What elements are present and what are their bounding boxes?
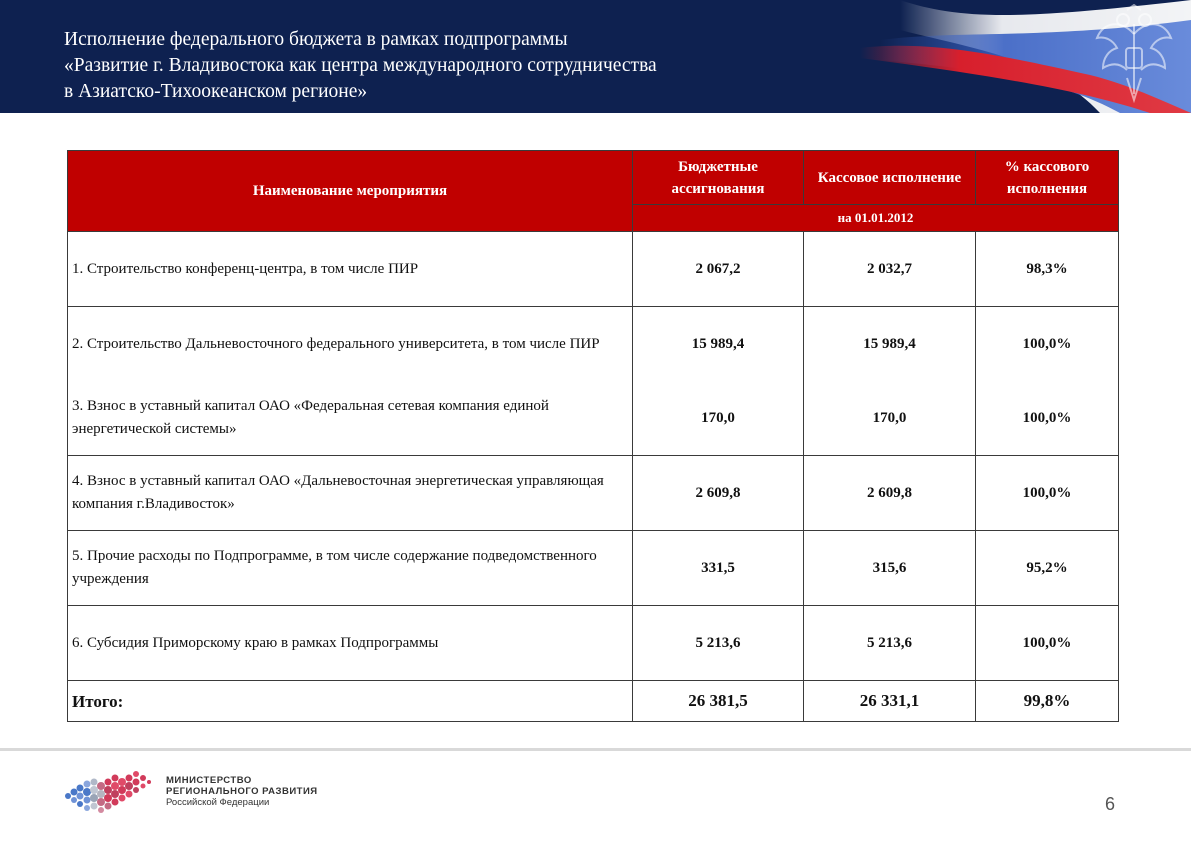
total-row [68,681,1119,722]
column-header-name: Наименование мероприятия [68,151,633,232]
slide-title [64,27,884,105]
table-row [68,307,1119,382]
table-row [68,456,1119,531]
slide-header [0,0,1191,113]
row-name: 2. Строительство Дальневосточного федерального университета, в том числе ПИР [68,307,633,382]
row-percent: 100,0% [976,307,1119,382]
title-line-2: «Развитие г. Владивостока как центра международного сотрудничества [64,55,657,76]
total-label: Итого: [68,681,633,722]
column-header-percent: % кассового исполнения [976,151,1119,205]
row-allocations: 170,0 [633,381,804,456]
row-cash: 15 989,4 [804,307,976,382]
row-cash: 2 609,8 [804,456,976,531]
row-allocations: 5 213,6 [633,606,804,681]
row-name: 5. Прочие расходы по Подпрограмме, в том числе содержание подведомственного учреждения [68,531,633,606]
row-name: 3. Взнос в уставный капитал ОАО «Федеральная сетевая компания единой энергетической системы» [68,381,633,456]
ministry-logo-icon [62,768,154,816]
table-row [68,232,1119,307]
ministry-name [166,775,318,808]
total-percent: 99,8% [976,681,1119,722]
row-allocations: 2 609,8 [633,456,804,531]
row-cash: 2 032,7 [804,232,976,307]
row-name: 6. Субсидия Приморскому краю в рамках Подпрограммы [68,606,633,681]
title-line-3: в Азиатско-Тихоокеанском регионе» [64,81,368,102]
coat-of-arms-icon [1091,4,1177,108]
row-percent: 98,3% [976,232,1119,307]
row-allocations: 2 067,2 [633,232,804,307]
ministry-line-1: МИНИСТЕРСТВО [166,775,252,786]
table-row [68,531,1119,606]
column-header-allocations: Бюджетные ассигнования [633,151,804,205]
total-cash: 26 331,1 [804,681,976,722]
ministry-line-2: РЕГИОНАЛЬНОГО РАЗВИТИЯ [166,786,318,797]
table-row [68,381,1119,456]
row-percent: 100,0% [976,606,1119,681]
budget-execution-table [67,150,1119,722]
page-number: 6 [1105,794,1116,814]
row-name: 1. Строительство конференц-центра, в том числе ПИР [68,232,633,307]
footer-divider [0,748,1191,751]
row-percent: 100,0% [976,381,1119,456]
row-cash: 5 213,6 [804,606,976,681]
row-name: 4. Взнос в уставный капитал ОАО «Дальневосточная энергетическая управляющая компания г.Владивосток» [68,456,633,531]
total-allocations: 26 381,5 [633,681,804,722]
row-allocations: 15 989,4 [633,307,804,382]
column-header-cash: Кассовое исполнение [804,151,976,205]
table-row [68,606,1119,681]
row-percent: 95,2% [976,531,1119,606]
ministry-line-3: Российской Федерации [166,797,270,808]
title-line-1: Исполнение федерального бюджета в рамках подпрограммы [64,29,568,50]
date-header: на 01.01.2012 [633,205,1119,232]
row-cash: 170,0 [804,381,976,456]
row-cash: 315,6 [804,531,976,606]
row-allocations: 331,5 [633,531,804,606]
row-percent: 100,0% [976,456,1119,531]
